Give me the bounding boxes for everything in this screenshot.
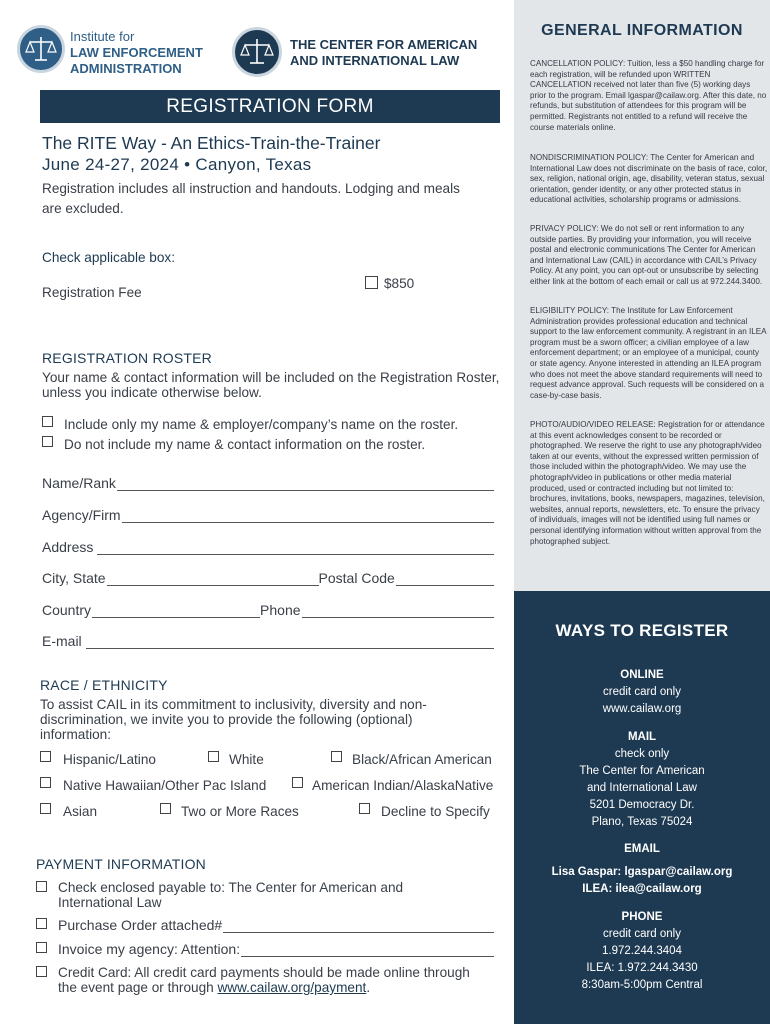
general-information-panel <box>514 0 770 591</box>
course-title: The RITE Way - An Ethics-Train-the-Trainer <box>42 133 381 153</box>
ilea-line2: LAW ENFORCEMENT <box>70 45 203 60</box>
payment-po-field[interactable] <box>58 915 494 933</box>
roster-text: Your name & contact information will be included on the Registration Roster, unless you indicate otherwise below. <box>42 370 500 400</box>
payment-invoice-field[interactable] <box>58 939 494 957</box>
nondiscrimination-policy: NONDISCRIMINATION POLICY: The Center for American and International Law does not discriminate on the basis of race, color, sex, religion, national origin, age, disability, veteran status, sexual orientation, gender identity, or any other protected status in educational activities, scholarship programs or admissions. <box>530 153 768 205</box>
agency-firm-label: Agency/Firm <box>42 507 121 523</box>
race-decline: Decline to Specify <box>381 804 490 819</box>
cail-logo-text <box>290 37 477 69</box>
race-black-checkbox[interactable] <box>331 751 342 762</box>
address-label: Address <box>42 539 94 555</box>
payment-credit <box>58 965 478 995</box>
mail-heading: MAIL <box>627 731 657 743</box>
roster-heading: REGISTRATION ROSTER <box>42 350 212 366</box>
course-date-location: June 24-27, 2024 • Canyon, Texas <box>42 155 312 174</box>
name-rank-label: Name/Rank <box>42 475 116 491</box>
payment-credit-text: Credit Card: All credit card payments should be made online through the event page or through <box>58 965 470 995</box>
mail-line-5: Plano, Texas 75024 <box>591 816 693 828</box>
phone-line-1: credit card only <box>603 928 681 940</box>
ilea-line3: ADMINISTRATION <box>70 61 182 76</box>
payment-check-checkbox[interactable] <box>36 881 47 892</box>
check-applicable-label: Check applicable box: <box>42 250 175 265</box>
ilea-line1: Institute for <box>70 29 135 44</box>
photo-release-policy: PHOTO/AUDIO/VIDEO RELEASE: Registration for or attendance at this event acknowledges consent to be recorded or photographed. We reserve the right to use any photograph/video taken at our events, without the expressed written permission of those included within the photograph/video. We may use the photograph/video in publications or other media material produced, used or contracted including but not limited to: brochures, invitations, books, newspapers, magazines, television, websites, annual reports, newsletters, etc. To ensure the privacy of individuals, images will not be identified using full names or personal identifying information without written approval from the photographed subject. <box>530 420 765 546</box>
payment-po-label: Purchase Order attached# <box>58 917 223 933</box>
online-line-1: credit card only <box>603 686 681 698</box>
postal-code-label: Postal Code <box>318 570 395 586</box>
race-hawaiian-checkbox[interactable] <box>40 777 51 788</box>
phone-line[interactable] <box>302 603 494 618</box>
online-heading: ONLINE <box>620 669 664 681</box>
payment-invoice-label: Invoice my agency: Attention: <box>58 941 241 957</box>
city-state-label: City, State <box>42 570 106 586</box>
includes-note: Registration includes all instruction and handouts. Lodging and meals are excluded. <box>42 181 460 216</box>
eligibility-policy: ELIGIBILITY POLICY: The Institute for Law Enforcement Administration provides professional education and technical support to the law enforcement community. A registrant in an ILEA program must be a sworn officer; a civilian employee of a law enforcement department; or an employee of a municipal, county or state agency. Anyone interested in attending an ILEA program who does not meet the above standard requirements will need to request advance approval. Such requests will be considered on a case-by-case basis. <box>530 306 767 400</box>
roster-option-include-checkbox[interactable] <box>42 416 53 427</box>
mail-line-2: The Center for American <box>579 765 705 777</box>
country-line[interactable] <box>92 603 260 618</box>
race-text: To assist CAIL in its commitment to inclusivity, diversity and non-discrimination, we invite you to provide the following (optional) information: <box>40 697 427 742</box>
online-section <box>514 667 770 718</box>
mail-line-3: and International Law <box>587 782 697 794</box>
email-section <box>514 841 770 898</box>
race-hispanic: Hispanic/Latino <box>63 752 156 767</box>
mail-section <box>514 729 770 831</box>
payment-invoice-checkbox[interactable] <box>36 942 47 953</box>
country-phone-field[interactable] <box>42 600 494 618</box>
race-american-indian-checkbox[interactable] <box>292 777 303 788</box>
ways-to-register-panel <box>514 591 770 1024</box>
roster-option-exclude: Do not include my name & contact information on the roster. <box>64 437 426 452</box>
agency-firm-line[interactable] <box>122 508 494 523</box>
form-banner: REGISTRATION FORM <box>40 90 500 123</box>
email-label: E-mail <box>42 633 82 649</box>
race-hawaiian: Native Hawaiian/Other Pac Island <box>63 778 267 793</box>
phone-line-2: 1.972.244.3404 <box>602 945 682 957</box>
email-field[interactable] <box>42 631 494 649</box>
race-black: Black/African American <box>352 752 492 767</box>
city-state-line[interactable] <box>107 571 319 586</box>
cail-seal-icon <box>232 27 282 77</box>
roster-option-include: Include only my name & employer/company’s name on the roster. <box>64 417 459 432</box>
postal-code-line[interactable] <box>396 571 494 586</box>
payment-link[interactable]: www.cailaw.org/payment <box>217 980 367 995</box>
phone-line-4: 8:30am-5:00pm Central <box>581 979 703 991</box>
email-line-1[interactable]: Lisa Gaspar: lgaspar@cailaw.org <box>551 866 733 878</box>
privacy-policy: PRIVACY POLICY: We do not sell or rent information to any outside parties. By providing your information, you will receive postal and electronic communications The Center for American and International Law (CAIL) in accordance with CAIL’s Privacy Policy. At any point, you can opt-out or unsubscribe by selecting either link at the bottom of each email or call us at 972.244.3400. <box>530 224 763 286</box>
roster-option-exclude-checkbox[interactable] <box>42 436 53 447</box>
cail-line2: AND INTERNATIONAL LAW <box>290 53 460 68</box>
phone-heading: PHONE <box>621 911 663 923</box>
fee-amount: $850 <box>384 276 415 291</box>
race-asian: Asian <box>63 804 98 819</box>
email-line-2[interactable]: ILEA: ilea@cailaw.org <box>582 883 702 895</box>
payment-credit-end: . <box>366 980 371 995</box>
race-white-checkbox[interactable] <box>208 751 219 762</box>
mail-line-4: 5201 Democracy Dr. <box>589 799 695 811</box>
ilea-logo-text <box>70 29 203 77</box>
ilea-seal-icon <box>17 25 65 73</box>
city-state-postal-field[interactable] <box>42 568 494 586</box>
race-two-more: Two or More Races <box>181 804 299 819</box>
phone-section <box>514 909 770 994</box>
address-field[interactable] <box>42 537 494 555</box>
agency-firm-field[interactable] <box>42 505 494 523</box>
ways-title: WAYS TO REGISTER <box>555 621 729 640</box>
race-two-more-checkbox[interactable] <box>160 803 171 814</box>
mail-line-1: check only <box>614 748 670 760</box>
fee-checkbox[interactable] <box>365 276 378 289</box>
race-hispanic-checkbox[interactable] <box>40 751 51 762</box>
country-label: Country <box>42 602 92 618</box>
payment-invoice-line[interactable] <box>241 942 494 957</box>
cancellation-policy: CANCELLATION POLICY: Tuition, less a $50 handling charge for each registration, will be refunded upon WRITTEN CANCELLATION received not later than five (5) working days prior to the program. Email lgaspar@cailaw.org. After this date, no refunds, but substitution of attendees for this program will be permitted. Registrants not entitled to a refund will receive the course materials online. <box>530 59 767 132</box>
name-rank-line[interactable] <box>117 476 494 491</box>
online-url[interactable]: www.cailaw.org <box>602 703 682 715</box>
address-line[interactable] <box>97 540 494 555</box>
payment-po-checkbox[interactable] <box>36 918 47 929</box>
payment-check: Check enclosed payable to: The Center for American and International Law <box>58 880 404 910</box>
email-line[interactable] <box>86 634 494 649</box>
phone-label: Phone <box>260 602 301 618</box>
race-american-indian: American Indian/AlaskaNative <box>312 778 494 793</box>
race-decline-checkbox[interactable] <box>359 803 370 814</box>
payment-credit-checkbox[interactable] <box>36 966 47 977</box>
payment-po-line[interactable] <box>223 918 494 933</box>
fee-label: Registration Fee <box>42 285 142 300</box>
general-title: GENERAL INFORMATION <box>541 22 743 39</box>
name-rank-field[interactable] <box>42 473 494 491</box>
email-heading: EMAIL <box>624 843 660 855</box>
race-white: White <box>229 752 264 767</box>
cail-line1: THE CENTER FOR AMERICAN <box>290 37 478 52</box>
phone-line-3: ILEA: 1.972.244.3430 <box>586 962 698 974</box>
payment-heading: PAYMENT INFORMATION <box>36 856 206 872</box>
race-heading: RACE / ETHNICITY <box>40 677 168 693</box>
race-asian-checkbox[interactable] <box>40 803 51 814</box>
